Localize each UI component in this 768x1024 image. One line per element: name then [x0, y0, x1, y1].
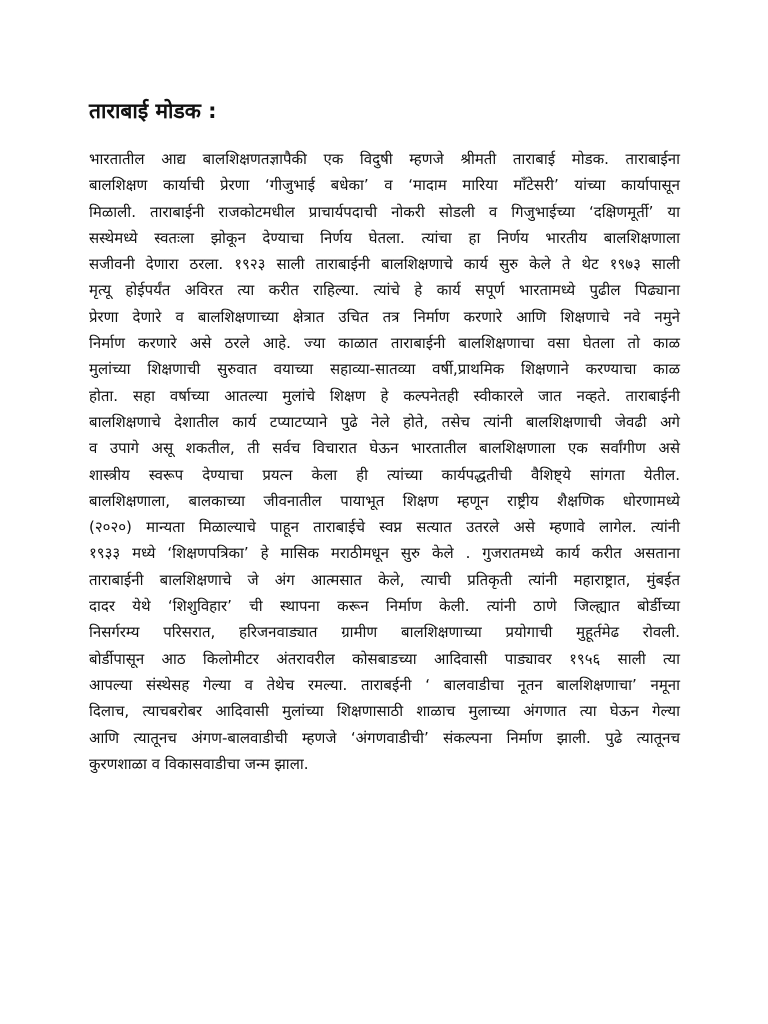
paragraph-line: कुरणशाळा व विकासवाडीचा जन्म झाला.: [89, 754, 309, 773]
paragraph-line: १९३३ मध्ये ‘शिक्षणपत्रिका’ हे मासिक मराठीमधून सुरु केले . गुजरातमध्ये कार्य करीत असताना: [89, 544, 680, 563]
paragraph-line: (२०२०) मान्यता मिळाल्याचे पाहून ताराबाईचे स्वप्न सत्यात उतरले असे म्हणावे लागेल. त्यांनी: [89, 518, 680, 537]
paragraph-line: होता. सहा वर्षाच्या आतल्या मुलांचे शिक्षण हे कल्पनेतही स्वीकारले जात नव्हते. ताराबाईनी: [89, 386, 680, 405]
paragraph-line: व उपागे असू शकतील, ती सर्वच विचारात घेऊन भारतातील बालशिक्षणाला एक सर्वांगीण असे: [89, 439, 680, 458]
paragraph-line: ताराबाईनी बालशिक्षणाचे जे अंग आत्मसात केले, त्याची प्रतिकृती त्यांनी महाराष्ट्रात, मुंबईत: [89, 570, 680, 589]
paragraph-line: निर्माण करणारे असे ठरले आहे. ज्या काळात ताराबाईनी बालशिक्षणाचा वसा घेतला तो काळ: [89, 334, 680, 353]
paragraph-line: सस्थेमध्ये स्वतःला झोकून देण्याचा निर्णय घेतला. त्यांचा हा निर्णय भारतीय बालशिक्षणाला: [89, 228, 680, 247]
paragraph-line: दिलाच, त्याचबरोबर आदिवासी मुलांच्या शिक्षणासाठी शाळाच मुलाच्या अंगणात त्या घेऊन गेल्या: [89, 702, 680, 721]
paragraph-line: दादर येथे ‘शिशुविहार’ ची स्थापना करून निर्माण केली. त्यांनी ठाणे जिल्ह्यात बोर्डीच्या: [89, 597, 680, 616]
paragraph-line: मिळाली. ताराबाईनी राजकोटमधील प्राचार्यपदाची नोकरी सोडली व गिजुभाईच्या ‘दक्षिणमूर्ती’ या: [89, 202, 680, 221]
paragraph-line: बालशिक्षण कार्याची प्रेरणा ‘गीजुभाई बधेका’ व ‘मादाम मारिया माँटेसरी’ यांच्या कार्यापासून: [89, 176, 680, 195]
body-paragraph: [89, 146, 680, 777]
section-heading: ताराबाई मोडक :: [89, 99, 217, 123]
paragraph-line: मृत्यू होईपर्यंत अविरत त्या करीत राहिल्या. त्यांचे हे कार्य सपूर्ण भारतामध्ये पुढील पिढ्याना: [89, 281, 680, 300]
paragraph-line: बालशिक्षणाचे देशातील कार्य टप्याटप्याने पुढे नेले होते, तसेच त्यांनी बालशिक्षणाची जेवढी अगे: [89, 412, 680, 431]
paragraph-line: भारतातील आद्य बालशिक्षणतज्ञापैकी एक विदुषी म्हणजे श्रीमती ताराबाई मोडक. ताराबाईना: [89, 150, 680, 168]
paragraph-line: आपल्या संस्थेसह गेल्या व तेथेच रमल्या. ताराबईनी ‘ बालवाडीचा नूतन बालशिक्षणाचा’ नमूना: [89, 675, 680, 694]
paragraph-line: निसर्गरम्य परिसरात, हरिजनवाड्यात ग्रामीण बालशिक्षणाच्या प्रयोगाची मुहूर्तमेढ रोवली.: [89, 623, 680, 642]
paragraph-line: प्रेरणा देणारे व बालशिक्षणाच्या क्षेत्रात उचित तत्र निर्माण करणारे आणि शिक्षणाचे नवे नमुने: [89, 307, 680, 326]
paragraph-line: सजीवनी देणारा ठरला. १९२३ साली ताराबाईनी बालशिक्षणाचे कार्य सुरु केले ते थेट १९७३ साली: [89, 255, 680, 274]
paragraph-line: बोर्डीपासून आठ किलोमीटर अंतरावरील कोसबाडच्या आदिवासी पाड्यावर १९५६ साली त्या: [89, 649, 680, 668]
paragraph-line: मुलांच्या शिक्षणाची सुरुवात वयाच्या सहाव्या-सातव्या वर्षी,प्राथमिक शिक्षणाने करण्याचा काळ: [89, 360, 680, 379]
paragraph-line: शास्त्रीय स्वरूप देण्याचा प्रयत्न केला ही त्यांच्या कार्यपद्धतीची वैशिष्ट्ये सांगता येतील.: [89, 465, 680, 484]
paragraph-line: आणि त्यातूनच अंगण-बालवाडीची म्हणजे ‘अंगणवाडीची’ संकल्पना निर्माण झाली. पुढे त्यातूनच: [89, 728, 680, 747]
paragraph-line: बालशिक्षणाला, बालकाच्या जीवनातील पायाभूत शिक्षण म्हणून राष्ट्रीय शैक्षणिक धोरणामध्ये: [89, 491, 680, 510]
